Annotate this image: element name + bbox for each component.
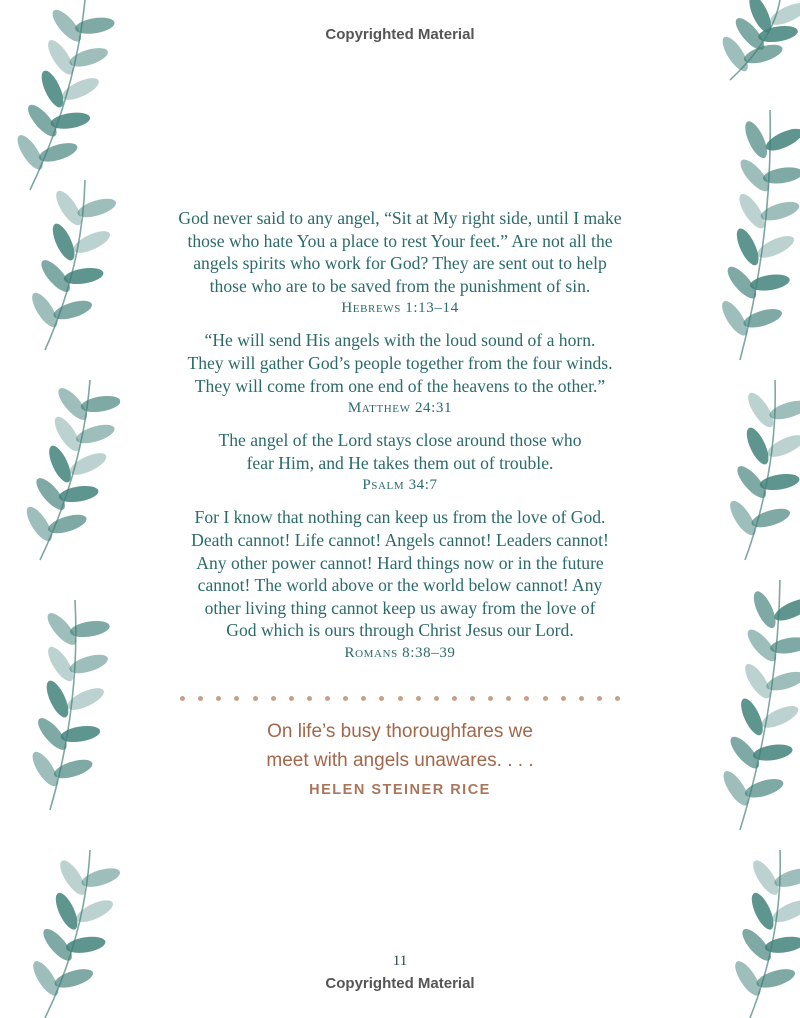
verse-line: The angel of the Lord stays close around those who — [218, 430, 582, 451]
verse-line: cannot! The world above or the world below cannot! Any — [197, 575, 603, 596]
verse-text — [130, 429, 670, 474]
divider-dot — [325, 696, 330, 701]
branch-icon — [29, 850, 120, 1018]
branch-icon — [28, 600, 111, 810]
quote-text — [140, 717, 660, 775]
branch-icon — [719, 580, 800, 830]
verse-text — [130, 506, 670, 642]
verse-line: Death cannot! Life cannot! Angels cannot! Leaders cannot! — [191, 529, 609, 550]
verse-line: They will come from one end of the heavens to the other.” — [194, 375, 606, 396]
leaf-icon — [51, 890, 81, 933]
verse-line: They will gather God’s people together from the four winds. — [187, 352, 613, 373]
verse-line: God never said to any angel, “Sit at My right side, until I make — [178, 208, 622, 228]
passage-psalm — [130, 429, 670, 496]
leaf-icon — [763, 124, 800, 154]
verse-reference: Psalm 34:7 — [362, 477, 438, 494]
leaf-icon — [749, 588, 779, 631]
divider-dot — [434, 696, 439, 701]
copyright-watermark-top: Copyrighted Material — [325, 26, 475, 43]
scripture-passages — [130, 207, 670, 674]
branch-icon — [22, 380, 120, 560]
divider-dot — [253, 696, 258, 701]
verse-line: “He will send His angels with the loud sound of a horn. — [204, 330, 596, 351]
leaf-icon — [742, 425, 772, 468]
passage-matthew — [130, 329, 670, 419]
divider-dot — [470, 696, 475, 701]
quote-line: On life’s busy thoroughfares we — [267, 721, 533, 742]
verse-line: Any other power cannot! Hard things now or in the future — [196, 552, 604, 573]
verse-text — [130, 329, 670, 397]
quote-author: HELEN STEINER RICE — [309, 782, 491, 798]
divider-dot — [379, 696, 384, 701]
copyright-watermark-bottom: Copyrighted Material — [325, 975, 475, 992]
branch-icon — [731, 850, 800, 1018]
verse-line: other living thing cannot keep us away from the love of — [204, 597, 596, 618]
verse-line: God which is ours through Christ Jesus our Lord. — [226, 620, 574, 641]
quote-block — [140, 717, 660, 798]
divider-dot — [216, 696, 221, 701]
divider-dot — [597, 696, 602, 701]
divider-dot — [615, 696, 620, 701]
divider-dot — [452, 696, 457, 701]
divider-dot — [579, 696, 584, 701]
leaf-icon — [42, 678, 72, 721]
passage-romans — [130, 506, 670, 664]
branch-icon — [28, 180, 119, 350]
divider-dot — [416, 696, 421, 701]
divider-dot — [234, 696, 239, 701]
verse-text — [130, 207, 670, 297]
leaf-icon — [764, 431, 800, 461]
verse-line: fear Him, and He takes them out of trouble. — [246, 452, 554, 473]
divider-dot — [289, 696, 294, 701]
passage-hebrews — [130, 207, 670, 319]
divider-dot — [506, 696, 511, 701]
verse-reference: Matthew 24:31 — [347, 400, 453, 417]
divider-dot — [488, 696, 493, 701]
leaf-icon — [737, 696, 767, 739]
divider-dot — [524, 696, 529, 701]
leaf-icon — [732, 226, 762, 269]
leaf-icon — [741, 118, 771, 161]
leaf-icon — [771, 594, 800, 624]
dotted-divider — [180, 693, 620, 703]
verse-line: angels spirits who work for God? They are sent out to help — [193, 253, 607, 274]
verse-line: For I know that nothing can keep us from the love of God. — [194, 507, 606, 528]
divider-dot — [398, 696, 403, 701]
right-leaf-border-icon — [680, 0, 800, 1018]
left-leaf-border-icon — [0, 0, 120, 1018]
divider-dot — [271, 696, 276, 701]
divider-dot — [361, 696, 366, 701]
divider-dot — [180, 696, 185, 701]
verse-line: those who are to be saved from the punishment of sin. — [209, 275, 591, 296]
leaf-icon — [747, 890, 777, 933]
page-number: 11 — [392, 953, 408, 969]
divider-dot — [543, 696, 548, 701]
verse-line: those who hate You a place to rest Your feet.” Are not all the — [187, 230, 613, 251]
divider-dot — [343, 696, 348, 701]
quote-line: meet with angels unawares. . . . — [266, 750, 534, 771]
branch-icon — [718, 110, 800, 360]
leaf-icon — [48, 221, 78, 264]
branch-icon — [726, 380, 800, 560]
verse-reference: Romans 8:38–39 — [344, 644, 456, 661]
divider-dot — [198, 696, 203, 701]
leaf-icon — [769, 896, 800, 926]
divider-dot — [561, 696, 566, 701]
divider-dot — [307, 696, 312, 701]
verse-reference: Hebrews 1:13–14 — [341, 300, 459, 317]
